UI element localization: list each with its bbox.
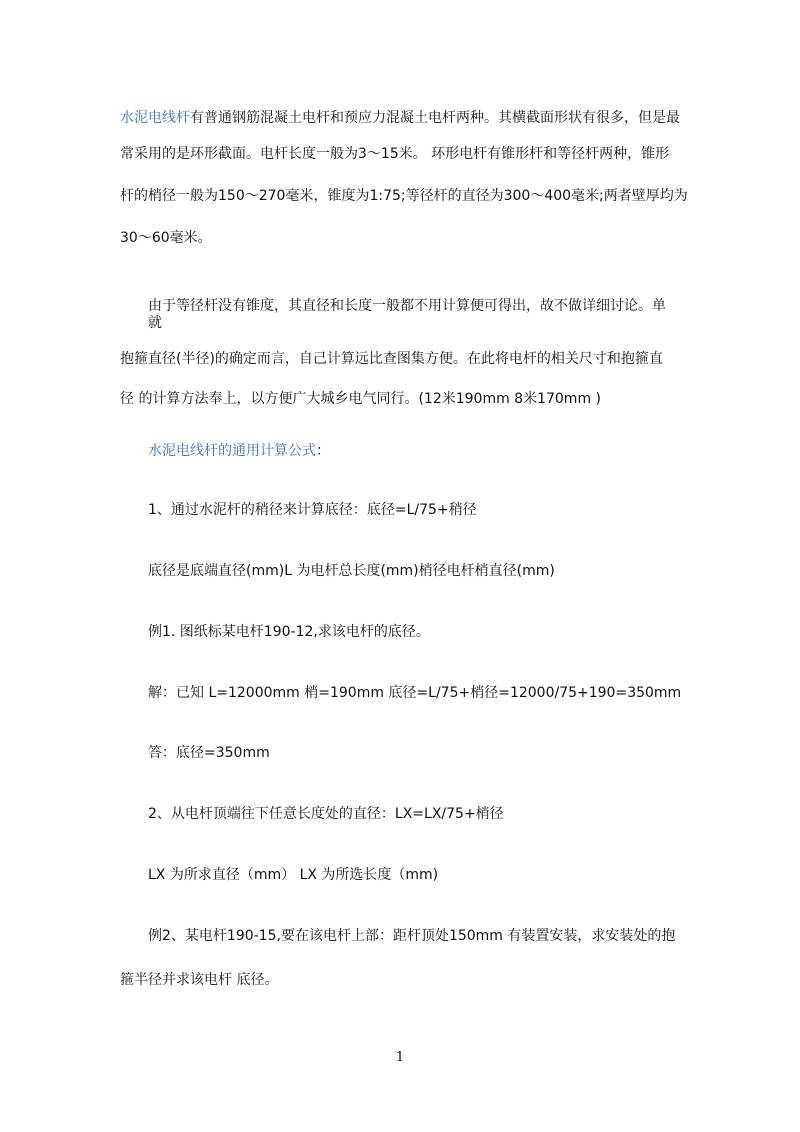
formula-item-1-note: 底径是底端直径(mm)L 为电杆总长度(mm)梢径电杆梢直径(mm) — [148, 563, 555, 579]
formula-item-2-note: LX 为所求直径（mm） LX 为所选长度（mm) — [148, 867, 439, 883]
keyword-link: 水泥电线杆 — [120, 110, 190, 126]
formula-item-1: 1、通过水泥杆的稍径来计算底径：底径=L/75+稍径 — [148, 502, 477, 518]
paragraph2-line2: 抱箍直径(半径)的确定而言，自己计算远比查图集方便。在此将电杆的相关尺寸和抱箍直 — [120, 351, 663, 367]
example-2-line1: 例2、某电杆190-15,要在该电杆上部：距杆顶处150mm 有装置安装，求安装处的抱 — [148, 928, 676, 944]
paragraph2-line1: 由于等径杆没有锥度，其直径和长度一般都不用计算便可得出，故不做详细讨论。单 — [148, 298, 666, 314]
section-heading-text: 水泥电线杆的通用计算公式 — [148, 443, 316, 459]
paragraph1-line2: 常采用的是环形截面。电杆长度一般为3～15米。 环形电杆有锥形杆和等径杆两种，锥形 — [120, 146, 670, 162]
example-2-line2: 箍半径并求该电杆 底径。 — [120, 972, 279, 988]
formula-item-2: 2、从电杆顶端往下任意长度处的直径：LX=LX/75+梢径 — [148, 806, 504, 822]
section-heading-colon: ： — [316, 443, 330, 459]
paragraph1-line1-text: 有普通钢筋混凝土电杆和预应力混凝土电杆两种。其横截面形状有很多，但是最 — [190, 110, 680, 126]
paragraph1-line4: 30～60毫米。 — [120, 230, 212, 246]
section-heading — [148, 441, 330, 461]
solution-1: 解：已知 L=12000mm 梢=190mm 底径=L/75+梢径=12000/75+190=350mm — [148, 685, 682, 701]
paragraph2-line3: 径 的计算方法奉上，以方便广大城乡电气同行。(12米190mm 8米170mm ) — [120, 391, 601, 407]
paragraph1-line3: 杆的梢径一般为150～270毫米，锥度为1:75;等径杆的直径为300～400毫米;两者壁厚均为 — [120, 188, 688, 204]
example-1: 例1. 图纸标某电杆190-12,求该电杆的底径。 — [148, 624, 430, 640]
answer-1: 答：底径=350mm — [148, 745, 270, 761]
page-number: 1 — [395, 1050, 405, 1065]
paragraph1-line1 — [120, 108, 680, 128]
paragraph2-line1b: 就 — [148, 315, 162, 331]
